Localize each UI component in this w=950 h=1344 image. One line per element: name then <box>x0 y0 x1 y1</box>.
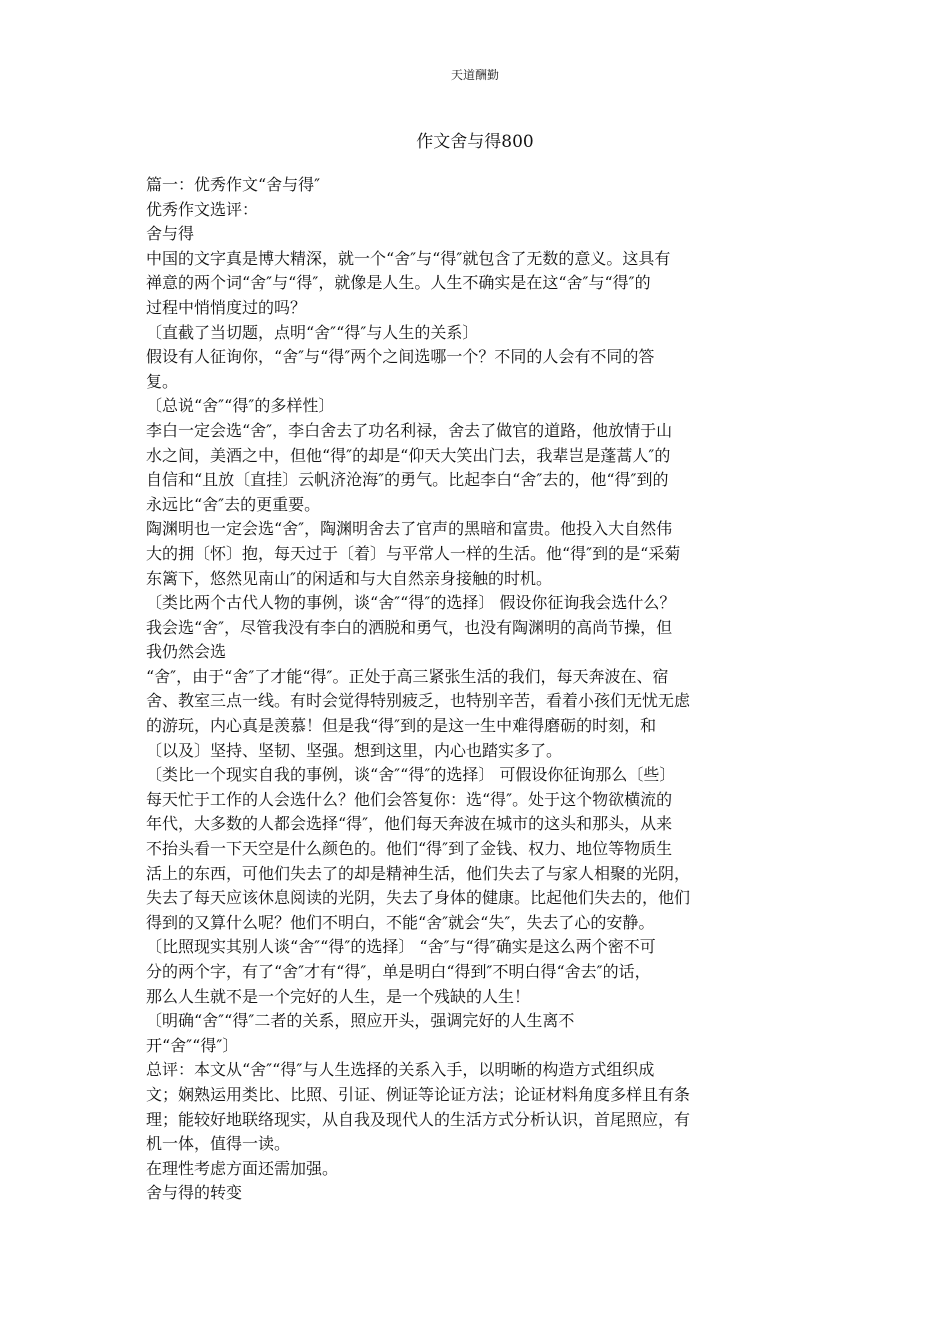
text-line: 总评：本文从“舍″“得″与人生选择的关系入手，以明晰的构造方式组织成 <box>146 1060 655 1080</box>
text-line: 〔以及〕坚持、坚韧、坚强。想到这里，内心也踏实多了。 <box>146 740 563 760</box>
text-line: 陶渊明也一定会选“舍″，陶渊明舍去了官声的黑暗和富贵。他投入大自然伟 <box>146 519 673 539</box>
text-line: 复。 <box>146 371 179 391</box>
document-body <box>146 173 806 1206</box>
text-line: “舍″，由于“舍″了才能“得″。正处于高三紧张生活的我们，每天奔波在、宿 <box>146 666 669 686</box>
text-line: 舍与得 <box>146 224 195 244</box>
text-line: 李白一定会选“舍″，李白舍去了功名利禄，舍去了做官的道路，他放情于山 <box>146 420 673 440</box>
text-line: 篇一：优秀作文“舍与得″ <box>146 175 321 194</box>
text-line: 大的拥〔怀〕抱，每天过于〔着〕与平常人一样的生活。他“得″到的是“采菊 <box>146 543 681 563</box>
text-line: 中国的文字真是博大精深，就一个“舍″与“得″就包含了无数的意义。这具有 <box>146 248 671 268</box>
text-line: 〔类比一个现实自我的事例，谈“舍″“得″的选择〕 可假设你征询那么〔些〕 <box>146 765 676 785</box>
text-line: 假设有人征询你，“舍″与“得″两个之间选哪一个？不同的人会有不同的答 <box>146 347 655 367</box>
text-line: 禅意的两个词“舍″与“得″，就像是人生。人生不确实是在这“舍″与“得″的 <box>146 273 651 293</box>
text-line: 我会选“舍″，尽管我没有李白的洒脱和勇气，也没有陶渊明的高尚节操，但 <box>146 617 673 637</box>
text-line: 水之间，美酒之中，但他“得″的却是“仰天大笑出门去，我辈岂是蓬蒿人″的 <box>146 445 671 465</box>
text-line: 理；能较好地联络现实，从自我及现代人的生活方式分析认识，首尾照应，有 <box>146 1109 691 1129</box>
text-line: 失去了每天应该休息阅读的光阴，失去了身体的健康。比起他们失去的，他们 <box>146 888 691 908</box>
text-line: 开“舍″“得″〕 <box>146 1035 239 1055</box>
text-line: 得到的又算什么呢？他们不明白，不能“舍″就会“失″，失去了心的安静。 <box>146 912 655 932</box>
text-line: 优秀作文选评： <box>146 199 259 219</box>
text-line: 那么人生就不是一个完好的人生，是一个残缺的人生！ <box>146 986 531 1006</box>
text-line: 自信和“且放〔直挂〕云帆济沧海″的勇气。比起李白“舍″去的，他“得″到的 <box>146 470 669 490</box>
text-line: 东篱下，悠然见南山″的闲适和与大自然亲身接触的时机。 <box>146 568 552 588</box>
document-title: 作文舍与得800 <box>416 132 534 152</box>
text-line: 机一体，值得一读。 <box>146 1134 291 1154</box>
text-line: 每天忙于工作的人会选什么？他们会答复你：选“得″。处于这个物欲横流的 <box>146 789 673 809</box>
text-line: 分的两个字，有了“舍″才有“得″，单是明白“得到″不明白得“舍去″的话， <box>146 962 651 981</box>
text-line: 〔总说“舍″“得″的多样性〕 <box>146 396 335 416</box>
text-line: 我仍然会选 <box>146 642 227 662</box>
page-header: 天道酬勤 <box>450 68 499 82</box>
text-line: 〔类比两个古代人物的事例，谈“舍″“得″的选择〕 假设你征询我会选什么？ <box>146 593 676 613</box>
text-line: 过程中悄悄度过的吗？ <box>146 297 307 317</box>
text-line: 〔直截了当切题，点明“舍″“得″与人生的关系〕 <box>146 322 479 342</box>
text-line: 年代，大多数的人都会选择“得″，他们每天奔波在城市的这头和那头，从来 <box>146 814 673 834</box>
text-line: 的游玩，内心真是羡慕！但是我“得″到的是这一生中难得磨砺的时刻，和 <box>146 716 657 736</box>
text-line: 在理性考虑方面还需加强。 <box>146 1158 339 1178</box>
text-line: 〔明确“舍″“得″二者的关系，照应开头，强调完好的人生离不 <box>146 1011 575 1031</box>
text-line: 舍与得的转变 <box>146 1183 243 1203</box>
text-line: 〔比照现实其别人谈“舍″“得″的选择〕 “舍″与“得″确实是这么两个密不可 <box>146 937 656 957</box>
text-line: 舍、教室三点一线。有时会觉得特别疲乏，也特别辛苦，看着小孩们无忧无虑 <box>146 691 691 711</box>
text-line: 活上的东西，可他们失去了的却是精神生活，他们失去了与家人相聚的光阴， <box>146 863 691 883</box>
text-line: 不抬头看一下天空是什么颜色的。他们“得″到了金钱、权力、地位等物质生 <box>146 839 673 859</box>
text-line: 文；娴熟运用类比、比照、引证、例证等论证方法；论证材料角度多样且有条 <box>146 1084 691 1104</box>
text-line: 永远比“舍″去的更重要。 <box>146 494 321 514</box>
